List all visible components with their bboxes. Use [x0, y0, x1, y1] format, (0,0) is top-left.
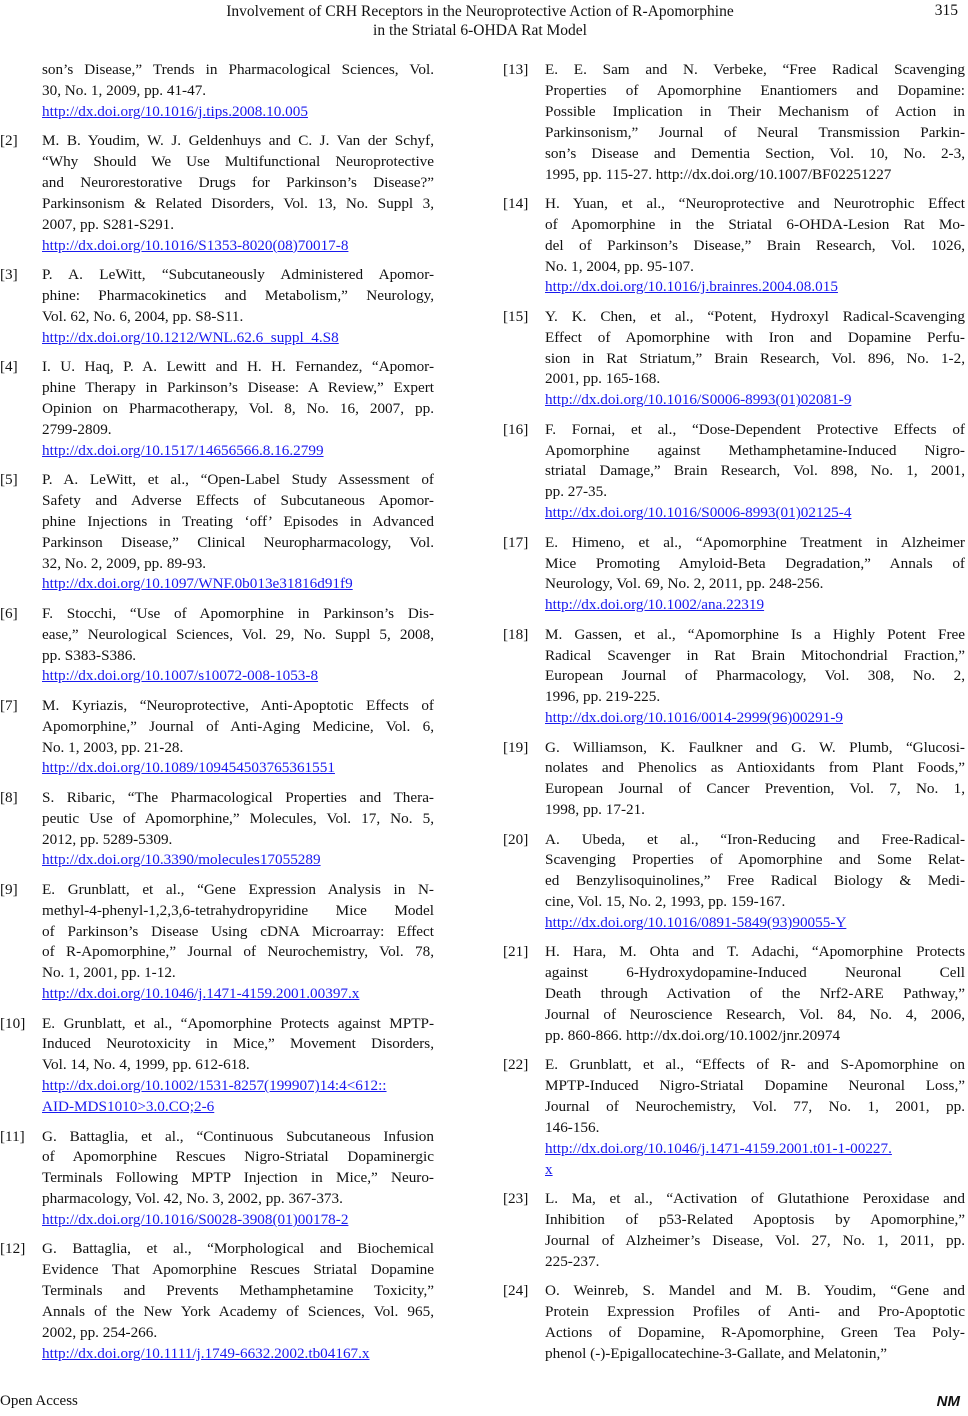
reference-line: European Journal of Pharmacology, Vol. 308, No. 2,	[545, 667, 965, 685]
doi-link[interactable]: http://dx.doi.org/10.1002/ana.22319	[545, 596, 765, 614]
reference-column-right	[503, 60, 965, 1373]
reference-line: pharmacology, Vol. 42, No. 3, 2002, pp. 367-373.	[42, 1190, 343, 1208]
reference-line: nolates and Phenolics as Antioxidants from Plant Foods,”	[545, 759, 965, 777]
reference-number: [18]	[503, 625, 529, 643]
reference-line: Parkinsonism & Related Disorders, Vol. 13, No. Suppl 3,	[42, 194, 434, 212]
reference-line: Terminals Following MPTP Injection in Mice,” Neuro-	[42, 1169, 434, 1187]
reference-line: Radical Scavenger in Rat Brain Mitochondrial Fraction,”	[545, 646, 965, 664]
reference-text	[42, 470, 434, 595]
reference-line: P. A. LeWitt, et al., “Open-Label Study Assessment of	[42, 470, 434, 488]
reference-entry	[503, 60, 965, 185]
doi-link[interactable]: http://dx.doi.org/10.1097/WNF.0b013e31816d91f9	[42, 575, 353, 593]
doi-link[interactable]: http://dx.doi.org/10.1016/S0006-8993(01)02125-4	[545, 504, 852, 522]
reference-line: son’s Disease,” Trends in Pharmacological Sciences, Vol.	[42, 61, 434, 78]
reference-entry	[0, 470, 434, 595]
reference-line: against 6-Hydroxydopamine-Induced Neuronal Cell	[545, 964, 965, 982]
reference-entry	[503, 830, 965, 935]
reference-line: Apomorphine against Methamphetamine-Induced Nigro-	[545, 441, 965, 459]
reference-entry	[0, 880, 434, 1005]
reference-line: phenol (-)-Epigallocatechine-3-Gallate, and Melatonin,”	[545, 1344, 887, 1362]
reference-line: cine, Vol. 15, No. 2, 1993, pp. 159-167.	[545, 893, 786, 911]
reference-line: Apomorphine,” Journal of Anti-Aging Medicine, Vol. 6,	[42, 717, 434, 735]
reference-text	[545, 307, 965, 412]
reference-line: ease,” Neurological Sciences, Vol. 29, No. Suppl 5, 2008,	[42, 625, 434, 643]
reference-line: Journal of Alzheimer’s Disease, Vol. 27, No. 1, 2011, pp.	[545, 1232, 965, 1250]
reference-line: 32, No. 2, 2009, pp. 89-93.	[42, 554, 207, 572]
reference-number: [20]	[503, 830, 529, 848]
reference-line: M. Kyriazis, “Neuroprotective, Anti-Apoptotic Effects of	[42, 696, 434, 714]
reference-line: H. Yuan, et al., “Neuroprotective and Neurotrophic Effect	[545, 194, 965, 212]
doi-link[interactable]: http://dx.doi.org/10.1016/0891-5849(93)90055-Y	[545, 914, 847, 932]
reference-line: 30, No. 1, 2009, pp. 41-47.	[42, 81, 207, 99]
doi-link[interactable]: http://dx.doi.org/10.3390/molecules17055289	[42, 851, 321, 869]
reference-entry	[0, 604, 434, 688]
reference-entry	[503, 420, 965, 525]
doi-link[interactable]: http://dx.doi.org/10.1046/j.1471-4159.2001.t01-1-00227.	[545, 1140, 892, 1158]
doi-link[interactable]: http://dx.doi.org/10.1016/j.brainres.2004.08.015	[545, 278, 838, 296]
reference-text	[42, 788, 434, 872]
reference-number: [14]	[503, 194, 529, 212]
reference-entry	[503, 533, 965, 617]
footer-journal-logo: NM	[936, 1393, 960, 1410]
reference-entry	[0, 696, 434, 780]
reference-line: of Parkinson’s Disease Using cDNA Microarray: Effect	[42, 922, 434, 940]
reference-entry	[503, 1281, 965, 1365]
reference-number: [7]	[0, 696, 18, 714]
reference-line: G. Battaglia, et al., “Morphological and Biochemical	[42, 1240, 434, 1258]
reference-text	[545, 625, 965, 730]
reference-text	[545, 830, 965, 935]
reference-line: F. Fornai, et al., “Dose-Dependent Protective Effects of	[545, 420, 965, 438]
reference-line: Induced Neurotoxicity in Mice,” Movement Disorders,	[42, 1035, 434, 1053]
reference-line: P. A. LeWitt, “Subcutaneously Administered Apomor-	[42, 265, 434, 283]
reference-number: [21]	[503, 943, 529, 961]
running-header-line-1: Involvement of CRH Receptors in the Neuroprotective Action of R-Apomorphine	[226, 3, 734, 20]
doi-link[interactable]: http://dx.doi.org/10.1212/WNL.62.6_suppl_4.S8	[42, 328, 339, 346]
reference-line: No. 1, 2003, pp. 21-28.	[42, 738, 184, 756]
reference-line: Parkinson Disease,” Clinical Neuropharmacology, Vol.	[42, 533, 434, 551]
reference-number: [3]	[0, 265, 18, 283]
reference-number: [16]	[503, 420, 529, 438]
reference-line: Scavenging Properties of Apomorphine and Some Relat-	[545, 851, 965, 869]
reference-text	[42, 696, 434, 780]
reference-line: G. Battaglia, et al., “Continuous Subcutaneous Infusion	[42, 1127, 434, 1145]
doi-link[interactable]: http://dx.doi.org/10.1111/j.1749-6632.2002.tb04167.x	[42, 1344, 370, 1362]
reference-entry	[503, 194, 965, 299]
reference-text	[545, 738, 965, 822]
reference-number: [5]	[0, 470, 18, 488]
reference-entry	[503, 738, 965, 822]
reference-line: Annals of the New York Academy of Sciences, Vol. 965,	[42, 1303, 434, 1321]
reference-text	[545, 420, 965, 525]
reference-text	[42, 604, 434, 688]
reference-line: No. 1, 2001, pp. 1-12.	[42, 964, 176, 982]
page-number: 315	[934, 2, 958, 19]
reference-line: striatal Damage,” Brain Research, Vol. 898, No. 1, 2001,	[545, 462, 965, 480]
reference-entry	[0, 60, 434, 123]
reference-line: 2012, pp. 5289-5309.	[42, 830, 173, 848]
reference-line: Evidence That Apomorphine Rescues Striatal Dopamine	[42, 1261, 434, 1279]
reference-line: Journal of Neurochemistry, Vol. 77, No. 1, 2001, pp.	[545, 1098, 965, 1116]
reference-number: [24]	[503, 1282, 529, 1300]
reference-line: 1995, pp. 115-27. http://dx.doi.org/10.1007/BF02251227	[545, 165, 892, 183]
reference-line: pp. 27-35.	[545, 483, 608, 501]
running-header	[150, 2, 810, 40]
reference-line: Y. K. Chen, et al., “Potent, Hydroxyl Radical-Scavenging	[545, 307, 965, 325]
reference-line: S. Ribaric, “The Pharmacological Properties and Thera-	[42, 788, 434, 806]
reference-line: 2007, pp. S281-S291.	[42, 215, 175, 233]
reference-text	[545, 533, 965, 617]
reference-line: 2001, pp. 165-168.	[545, 370, 661, 388]
reference-line: L. Ma, et al., “Activation of Glutathione Peroxidase and	[545, 1190, 965, 1208]
reference-number: [13]	[503, 61, 529, 78]
reference-line: Properties of Apomorphine Enantiomers and Dopamine:	[545, 81, 965, 99]
reference-line: G. Williamson, K. Faulkner and G. W. Plumb, “Glucosi-	[545, 738, 965, 756]
reference-line: Protein Expression Profiles of Anti- and Pro-Apoptotic	[545, 1303, 965, 1321]
reference-line: Terminals and Prevents Methamphetamine Toxicity,”	[42, 1282, 434, 1300]
reference-text	[545, 194, 965, 299]
reference-text	[42, 1014, 434, 1119]
reference-number: [10]	[0, 1014, 26, 1032]
reference-line: Vol. 14, No. 4, 1999, pp. 612-618.	[42, 1056, 250, 1074]
reference-text	[42, 131, 434, 256]
reference-number: [2]	[0, 132, 18, 150]
reference-text	[545, 60, 965, 185]
reference-number: [23]	[503, 1190, 529, 1208]
reference-number: [22]	[503, 1056, 529, 1074]
reference-number: [4]	[0, 357, 18, 375]
doi-link[interactable]: AID-MDS1010>3.0.CO;2-6	[42, 1098, 215, 1116]
reference-line: M. Gassen, et al., “Apomorphine Is a Highly Potent Free	[545, 625, 965, 643]
reference-column-left	[0, 60, 434, 1373]
reference-line: son’s Disease and Dementia Section, Vol. 10, No. 2-3,	[545, 144, 965, 162]
reference-text	[545, 1055, 965, 1180]
reference-entry	[503, 1055, 965, 1180]
reference-line: A. Ubeda, et al., “Iron-Reducing and Free-Radical-	[545, 830, 965, 848]
reference-line: Possible Implication in Their Mechanism of Action in	[545, 102, 965, 120]
reference-entry	[0, 357, 434, 462]
reference-line: Journal of Neuroscience Research, Vol. 84, No. 4, 2006,	[545, 1006, 965, 1024]
reference-line: Effect of Apomorphine with Iron and Dopamine Perfu-	[545, 328, 965, 346]
reference-number: [12]	[0, 1240, 26, 1258]
running-header-line-2: in the Striatal 6-OHDA Rat Model	[373, 22, 587, 39]
reference-line: Inhibition of p53-Related Apoptosis by Apomorphine,”	[545, 1211, 965, 1229]
reference-line: and Neurorestorative Drugs for Parkinson’s Disease?”	[42, 173, 434, 191]
reference-line: E. Grunblatt, et al., “Effects of R- and S-Apomorphine on	[545, 1056, 965, 1074]
reference-entry	[503, 942, 965, 1047]
reference-line: 1996, pp. 219-225.	[545, 688, 661, 706]
reference-line: 2799-2809.	[42, 420, 112, 438]
reference-entry	[0, 265, 434, 349]
reference-text	[42, 1239, 434, 1364]
reference-text	[545, 942, 965, 1047]
reference-line: Safety and Adverse Effects of Subcutaneous Apomor-	[42, 491, 434, 509]
reference-line: pp. S383-S386.	[42, 646, 137, 664]
doi-link[interactable]: http://dx.doi.org/10.1007/s10072-008-1053-8	[42, 667, 319, 685]
reference-line: peutic Use of Apomorphine,” Molecules, Vol. 17, No. 5,	[42, 809, 434, 827]
doi-link[interactable]: http://dx.doi.org/10.1517/14656566.8.16.2799	[42, 441, 324, 459]
reference-line: Mice Promoting Amyloid-Beta Degradation,” Annals of	[545, 554, 965, 572]
doi-link[interactable]: http://dx.doi.org/10.1016/S1353-8020(08)70017-8	[42, 236, 349, 254]
reference-line: phine Therapy in Parkinson’s Disease: A Review,” Expert	[42, 378, 434, 396]
reference-line: sion in Rat Striatum,” Brain Research, Vol. 896, No. 1-2,	[545, 349, 965, 367]
doi-link[interactable]: http://dx.doi.org/10.1016/S0028-3908(01)00178-2	[42, 1211, 349, 1229]
doi-link[interactable]: http://dx.doi.org/10.1016/j.tips.2008.10.005	[42, 102, 308, 120]
reference-line: del of Parkinson’s Disease,” Brain Research, Vol. 1026,	[545, 236, 965, 254]
reference-text	[42, 357, 434, 462]
reference-entry	[503, 1189, 965, 1273]
reference-number: [9]	[0, 880, 18, 898]
reference-line: 146-156.	[545, 1119, 600, 1137]
reference-line: O. Weinreb, S. Mandel and M. B. Youdim, “Gene and	[545, 1282, 965, 1300]
reference-number: [15]	[503, 307, 529, 325]
doi-link[interactable]: http://dx.doi.org/10.1016/0014-2999(96)00291-9	[545, 709, 843, 727]
reference-line: Vol. 62, No. 6, 2004, pp. S8-S11.	[42, 307, 244, 325]
reference-entry	[0, 131, 434, 256]
reference-number: [17]	[503, 533, 529, 551]
reference-line: Actions of Dopamine, R-Apomorphine, Green Tea Poly-	[545, 1324, 965, 1342]
reference-line: Parkinsonism,” Journal of Neural Transmission Parkin-	[545, 123, 965, 141]
reference-line: 225-237.	[545, 1252, 600, 1270]
reference-line: Neurology, Vol. 69, No. 2, 2011, pp. 248-256.	[545, 575, 824, 593]
reference-line: “Why Should We Use Multifunctional Neuroprotective	[42, 153, 434, 171]
reference-line: methyl-4-phenyl-1,2,3,6-tetrahydropyridine Mice Model	[42, 901, 434, 919]
reference-text	[545, 1189, 965, 1273]
reference-line: No. 1, 2004, pp. 95-107.	[545, 257, 694, 275]
reference-line: European Journal of Cancer Prevention, Vol. 7, No. 1,	[545, 780, 965, 798]
reference-line: phine: Pharmacokinetics and Metabolism,” Neurology,	[42, 286, 434, 304]
reference-entry	[0, 788, 434, 872]
reference-entry	[0, 1014, 434, 1119]
reference-number: [6]	[0, 604, 18, 622]
reference-entry	[0, 1127, 434, 1232]
reference-line: E. E. Sam and N. Verbeke, “Free Radical Scavenging	[545, 61, 965, 78]
reference-line: F. Stocchi, “Use of Apomorphine in Parkinson’s Dis-	[42, 604, 434, 622]
reference-number: [8]	[0, 788, 18, 806]
doi-link[interactable]: http://dx.doi.org/10.1089/109454503765361551	[42, 759, 335, 777]
reference-line: H. Hara, M. Ohta and T. Adachi, “Apomorphine Protects	[545, 943, 965, 961]
reference-line: of Apomorphine Rescues Nigro-Striatal Dopaminergic	[42, 1148, 434, 1166]
reference-line: E. Himeno, et al., “Apomorphine Treatment in Alzheimer	[545, 533, 965, 551]
doi-link[interactable]: x	[545, 1160, 553, 1178]
reference-entry	[503, 307, 965, 412]
doi-link[interactable]: http://dx.doi.org/10.1016/S0006-8993(01)02081-9	[545, 391, 852, 409]
reference-line: I. U. Haq, P. A. Lewitt and H. H. Fernandez, “Apomor-	[42, 357, 434, 375]
reference-line: phine Injections in Treating ‘off’ Episodes in Advanced	[42, 512, 434, 530]
reference-text	[42, 60, 434, 123]
reference-line: pp. 860-866. http://dx.doi.org/10.1002/jnr.20974	[545, 1027, 841, 1045]
reference-line: Death through Activation of the Nrf2-ARE Pathway,”	[545, 985, 965, 1003]
reference-line: M. B. Youdim, W. J. Geldenhuys and C. J. Van der Schyf,	[42, 132, 434, 150]
footer-open-access: Open Access	[0, 1393, 78, 1409]
reference-number	[0, 60, 42, 123]
reference-line: ed Benzylisoquinolines,” Free Radical Biology & Medi-	[545, 872, 965, 890]
reference-line: 2002, pp. 254-266.	[42, 1324, 158, 1342]
reference-text	[545, 1281, 965, 1365]
reference-text	[42, 265, 434, 349]
reference-text	[42, 1127, 434, 1232]
reference-line: E. Grunblatt, et al., “Gene Expression Analysis in N-	[42, 880, 434, 898]
reference-entry	[0, 1239, 434, 1364]
reference-entry	[503, 625, 965, 730]
reference-text	[42, 880, 434, 1005]
reference-line: E. Grunblatt, et al., “Apomorphine Protects against MPTP-	[42, 1014, 434, 1032]
doi-link[interactable]: http://dx.doi.org/10.1046/j.1471-4159.2001.00397.x	[42, 985, 360, 1003]
reference-line: of Apomorphine in the Striatal 6-OHDA-Lesion Rat Mo-	[545, 215, 965, 233]
reference-number: [19]	[503, 738, 529, 756]
reference-line: of R-Apomorphine,” Journal of Neurochemistry, Vol. 78,	[42, 943, 434, 961]
reference-number: [11]	[0, 1127, 25, 1145]
reference-line: 1998, pp. 17-21.	[545, 801, 645, 819]
doi-link[interactable]: http://dx.doi.org/10.1002/1531-8257(199907)14:4<612::	[42, 1077, 387, 1095]
reference-line: Opinion on Pharmacotherapy, Vol. 8, No. 16, 2007, pp.	[42, 399, 434, 417]
reference-line: MPTP-Induced Nigro-Striatal Dopamine Neuronal Loss,”	[545, 1077, 965, 1095]
